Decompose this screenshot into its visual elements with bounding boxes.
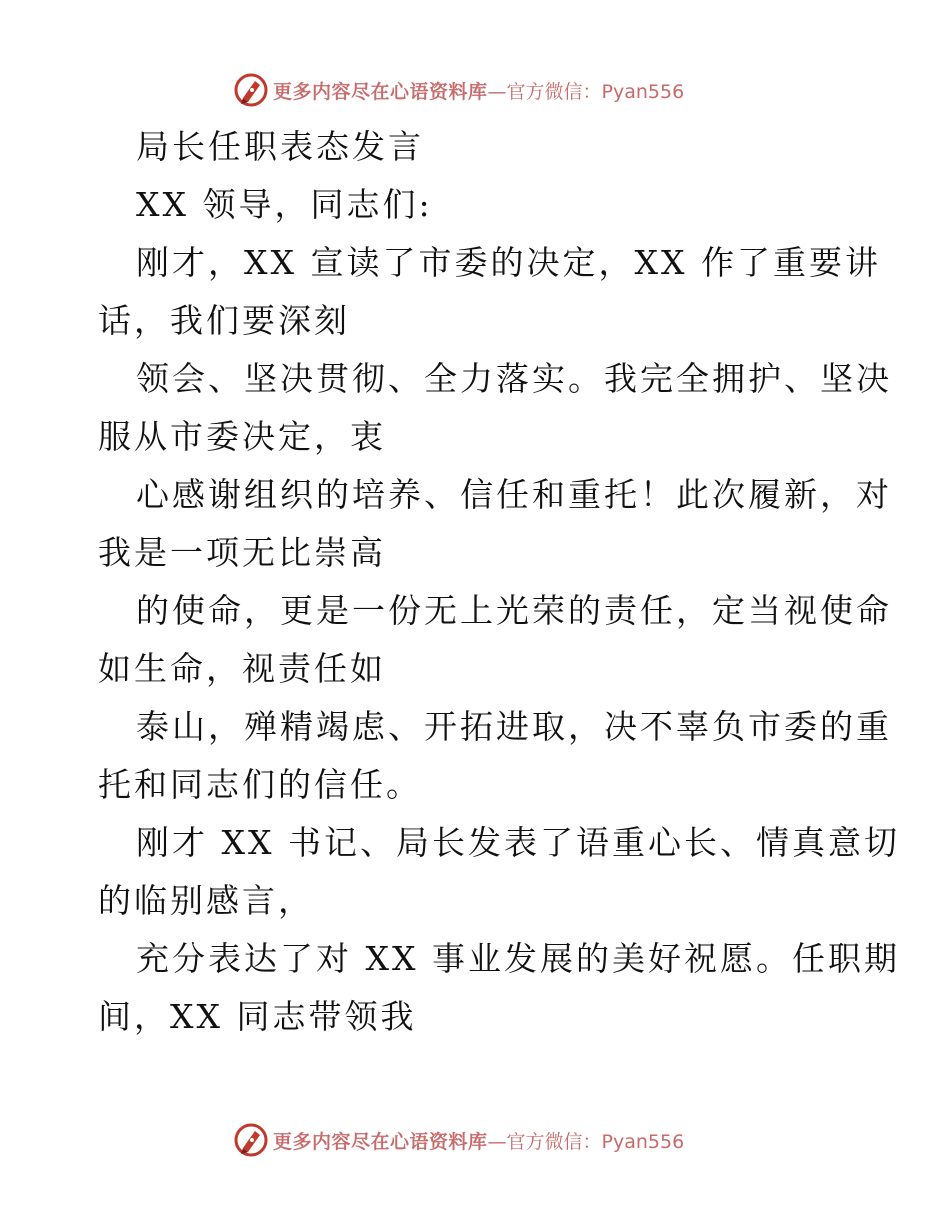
document-title: 局长任职表态发言 <box>136 127 424 166</box>
body-line: 的使命，更是一份无上光荣的责任，定当视使命 <box>136 591 892 630</box>
body-line: 心感谢组织的培养、信任和重托！此次履新，对 <box>136 475 892 514</box>
body-line: 间，XX 同志带领我 <box>98 997 417 1036</box>
body-line: 泰山，殚精竭虑、开拓进取，决不辜负市委的重 <box>136 707 892 746</box>
banner-official-text: —官方微信：Pyan556 <box>487 1130 685 1153</box>
body-line: 话，我们要深刻 <box>98 301 350 340</box>
body-line: 刚才，XX 宣读了市委的决定，XX 作了重要讲 <box>136 243 881 282</box>
pen-logo-icon <box>233 72 269 108</box>
body-line: 如生命，视责任如 <box>98 649 386 688</box>
header-banner <box>233 70 684 110</box>
banner-brand-text: 更多内容尽在心语资料库 <box>273 1130 488 1153</box>
footer-banner <box>233 1120 684 1160</box>
banner-brand-text: 更多内容尽在心语资料库 <box>273 80 488 103</box>
pen-logo-icon <box>233 1122 269 1158</box>
body-line: 托和同志们的信任。 <box>98 765 422 804</box>
banner-official-text: —官方微信：Pyan556 <box>487 80 685 103</box>
body-line: 服从市委决定，衷 <box>98 417 386 456</box>
body-line: 刚才 XX 书记、局长发表了语重心长、情真意切 <box>136 823 900 862</box>
document-body <box>98 118 900 1046</box>
body-line: 领会、坚决贯彻、全力落实。我完全拥护、坚决 <box>136 359 892 398</box>
salutation: XX 领导，同志们: <box>136 185 433 224</box>
body-line: 我是一项无比崇高 <box>98 533 386 572</box>
body-line: 充分表达了对 XX 事业发展的美好祝愿。任职期 <box>136 939 900 978</box>
body-line: 的临别感言， <box>98 881 314 920</box>
